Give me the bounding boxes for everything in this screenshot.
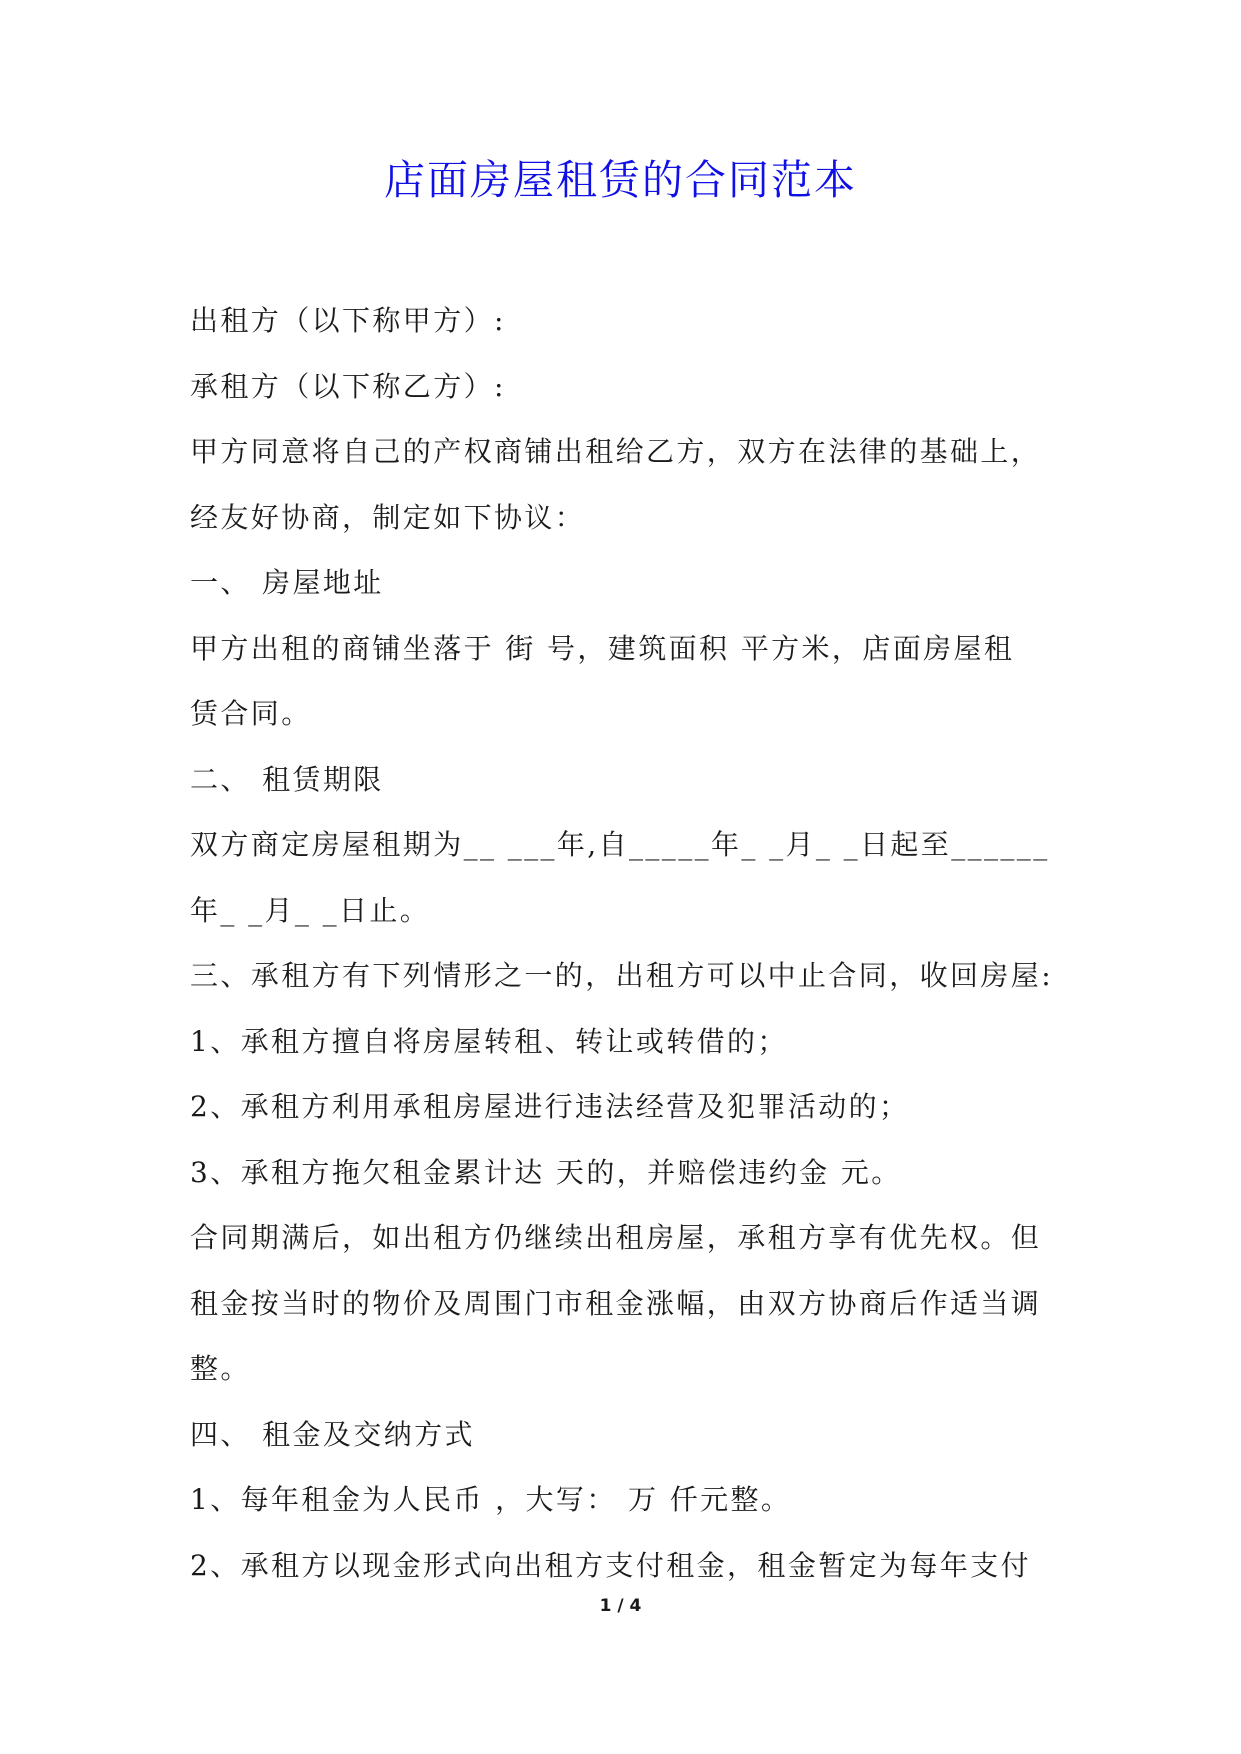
section-heading-term: 二、 租赁期限 — [190, 762, 384, 796]
section-heading-address: 一、 房屋地址 — [190, 566, 384, 599]
section-heading-termination: 三、承租方有下列情形之一的，出租方可以中止合同，收回房屋: — [190, 959, 1054, 992]
line-address-detail: 甲方出租的商铺坐落于 街 号，建筑面积 平方米，店面房屋租 — [190, 631, 1015, 665]
line-address-detail-cont: 赁合同。 — [190, 697, 312, 730]
rent-item-1: 1、每年租金为人民币 ，大写： 万 仟元整。 — [190, 1483, 792, 1516]
page-number: 1 / 4 — [599, 1596, 642, 1616]
line-lessee: 承租方（以下称乙方）: — [190, 369, 506, 403]
document-body — [190, 288, 1070, 1598]
termination-item-3: 3、承租方拖欠租金累计达 天的，并赔偿违约金 元。 — [190, 1155, 902, 1189]
line-term-detail-cont: 年_ _月_ _日止。 — [190, 893, 431, 927]
line-lessor: 出租方（以下称甲方）: — [190, 304, 506, 337]
termination-item-1: 1、承租方擅自将房屋转租、转让或转借的； — [190, 1024, 788, 1058]
termination-item-2: 2、承租方利用承租房屋进行违法经营及犯罪活动的； — [190, 1090, 910, 1123]
rent-item-2: 2、承租方以现金形式向出租方支付租金，租金暂定为每年支付 — [190, 1548, 1032, 1582]
document-title: 店面房屋租赁的合同范本 — [384, 156, 857, 204]
line-term-detail: 双方商定房屋租期为__ ___年,自_____年_ _月_ _日起至______ — [190, 828, 1050, 861]
section-heading-rent: 四、 租金及交纳方式 — [190, 1417, 475, 1451]
line-renewal: 合同期满后，如出租方仍继续出租房屋，承租方享有优先权。但 — [190, 1221, 1042, 1254]
line-agreement-intro-cont: 经友好协商，制定如下协议： — [190, 500, 586, 534]
line-renewal-cont: 租金按当时的物价及周围门市租金涨幅，由双方协商后作适当调 — [190, 1286, 1042, 1320]
line-agreement-intro: 甲方同意将自己的产权商铺出租给乙方，双方在法律的基础上， — [190, 435, 1042, 468]
line-renewal-end: 整。 — [190, 1352, 251, 1385]
